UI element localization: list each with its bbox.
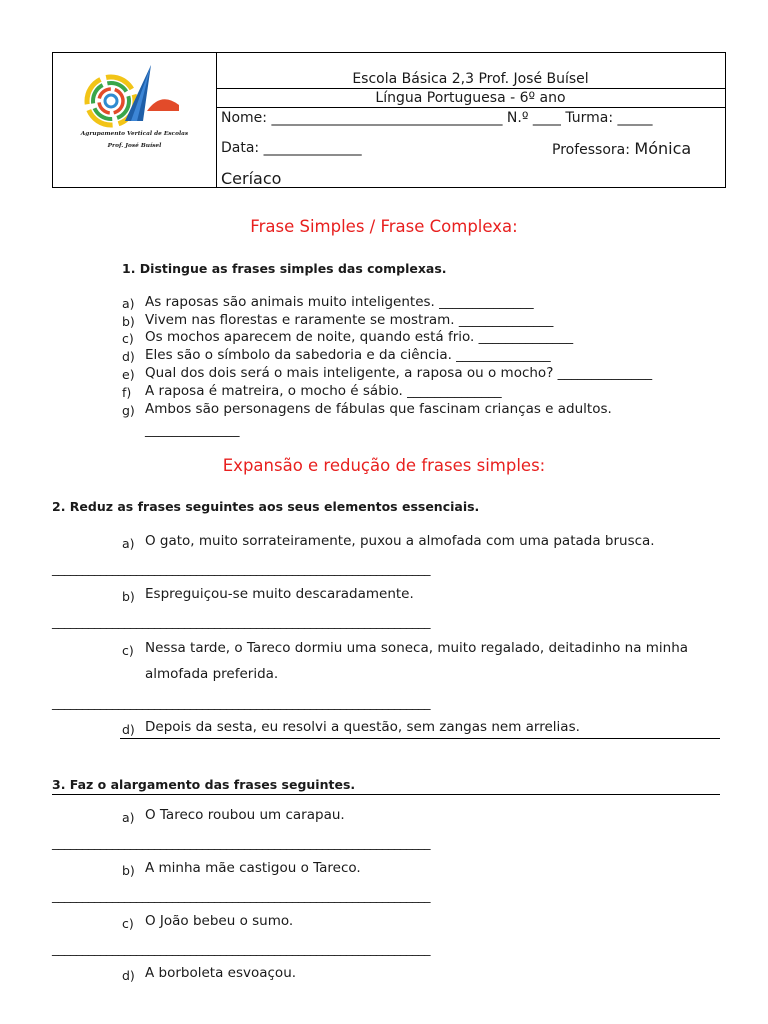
school-name: Escola Básica 2,3 Prof. José Buísel bbox=[352, 71, 589, 87]
answer-blank[interactable]: ______________ bbox=[145, 422, 240, 438]
item-letter: d) bbox=[122, 349, 135, 364]
professora-first-name: Mónica bbox=[634, 139, 692, 158]
professora-last-name: Ceríaco bbox=[221, 169, 282, 188]
data-field[interactable]: Data: ______________ bbox=[221, 140, 362, 156]
item-letter: a) bbox=[122, 810, 135, 825]
logo-cell bbox=[53, 53, 217, 187]
answer-line[interactable]: _______________________________________________________________ bbox=[52, 562, 430, 577]
list-item: Espreguiçou-se muito descaradamente. bbox=[145, 586, 414, 602]
logo-caption-line2: Prof. José Buísel bbox=[107, 143, 162, 149]
list-item: Ambos são personagens de fábulas que fascinam crianças e adultos. bbox=[145, 401, 612, 417]
section1-title: Frase Simples / Frase Complexa: bbox=[250, 217, 518, 236]
item-letter: c) bbox=[122, 916, 134, 931]
answer-line[interactable]: _______________________________________________________________ bbox=[52, 836, 430, 851]
item-letter: d) bbox=[122, 968, 135, 983]
list-item: As raposas são animais muito inteligentes. ______________ bbox=[145, 294, 534, 310]
list-item: A borboleta esvoaçou. bbox=[145, 965, 297, 981]
item-letter: a) bbox=[122, 536, 135, 551]
list-item: O Tareco roubou um carapau. bbox=[145, 807, 345, 823]
subject-line: Língua Portuguesa - 6º ano bbox=[375, 90, 566, 106]
item-letter: c) bbox=[122, 331, 134, 346]
answer-line[interactable]: _______________________________________________________________ bbox=[52, 942, 430, 957]
school-logo-icon bbox=[81, 61, 189, 135]
header-divider bbox=[216, 88, 725, 89]
item-letter: e) bbox=[122, 367, 135, 382]
answer-line[interactable]: _______________________________________________________________ bbox=[52, 615, 430, 630]
question-3: 3. Faz o alargamento das frases seguintes. bbox=[52, 777, 356, 792]
answer-line[interactable]: _______________________________________________________________ bbox=[52, 889, 430, 904]
list-item: Depois da sesta, eu resolvi a questão, sem zangas nem arrelias. bbox=[145, 719, 580, 735]
logo-caption-line1: Agrupamento Vertical de Escolas bbox=[80, 131, 189, 137]
list-item-continuation: almofada preferida. bbox=[145, 666, 279, 682]
item-letter: c) bbox=[122, 643, 134, 658]
question-3-rule bbox=[52, 794, 720, 795]
item-letter: b) bbox=[122, 863, 135, 878]
list-item: O gato, muito sorrateiramente, puxou a almofada com uma patada brusca. bbox=[145, 533, 655, 549]
header-divider bbox=[216, 107, 725, 108]
list-item: A raposa é matreira, o mocho é sábio. ______________ bbox=[145, 383, 502, 399]
answer-rule[interactable] bbox=[120, 738, 720, 739]
list-item: Eles são o símbolo da sabedoria e da ciência. ______________ bbox=[145, 347, 551, 363]
question-2: 2. Reduz as frases seguintes aos seus elementos essenciais. bbox=[52, 499, 480, 514]
professora-label: Professora: bbox=[552, 142, 630, 158]
answer-line[interactable]: _______________________________________________________________ bbox=[52, 696, 430, 711]
list-item: Nessa tarde, o Tareco dormiu uma soneca, muito regalado, deitadinho na minha bbox=[145, 640, 689, 656]
item-letter: b) bbox=[122, 314, 135, 329]
header-table bbox=[52, 52, 726, 188]
list-item: Os mochos aparecem de noite, quando está frio. ______________ bbox=[145, 329, 574, 345]
nome-field[interactable]: Nome: _________________________________ N.º ____ Turma: _____ bbox=[221, 110, 653, 126]
professora-field bbox=[552, 139, 691, 158]
item-letter: d) bbox=[122, 722, 135, 737]
section2-title: Expansão e redução de frases simples: bbox=[222, 456, 546, 475]
question-1: 1. Distingue as frases simples das complexas. bbox=[122, 261, 447, 276]
item-letter: b) bbox=[122, 589, 135, 604]
item-letter: f) bbox=[122, 385, 132, 400]
item-letter: g) bbox=[122, 403, 135, 418]
list-item: Qual dos dois será o mais inteligente, a raposa ou o mocho? ______________ bbox=[145, 365, 653, 381]
item-letter: a) bbox=[122, 296, 135, 311]
list-item: Vivem nas florestas e raramente se mostram. ______________ bbox=[145, 312, 554, 328]
list-item: O João bebeu o sumo. bbox=[145, 913, 294, 929]
list-item: A minha mãe castigou o Tareco. bbox=[145, 860, 361, 876]
